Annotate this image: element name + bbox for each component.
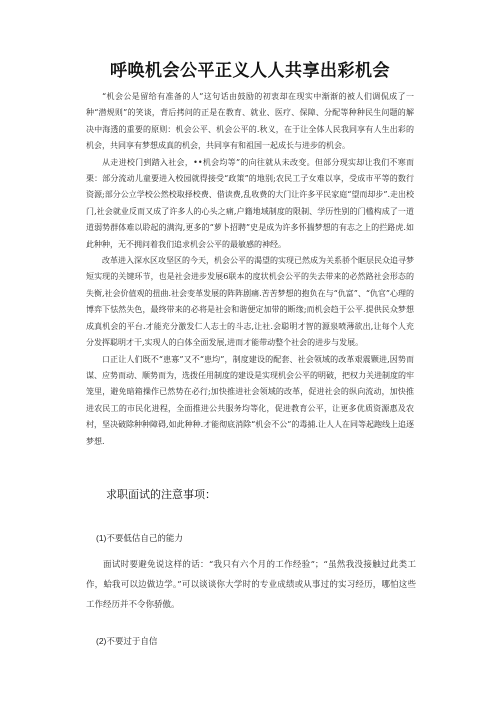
paragraph: 从走进校门到踏入社会，••机会均等”的向往就从未改变。但部分现实却让我们不寒而栗：部分流动儿童要进入校园就得接受“政策”的地别;农民工子女难以享，受成市平等的数行资源;部分公立学校公然校取择校费、借读费,乱收费的大门让许多平民家庭“望而却步”.走出校门,社会就业反而又成了许多人的心头之痛,户籍地域制度的限制、学历性别的门槛构成了一道道弱势群体难以聆起的满沟,更多的“萝卜招聘”史是成为许多怀揣梦想的有志之上的拦路虎.如此种种，无不拥问着我们追求机会公平的最敏感的神经。 xyxy=(86,157,414,249)
document-body xyxy=(86,89,414,450)
interview-tips-heading: 求职面试的注意事项： xyxy=(106,488,216,501)
section-text: 面试时要避免说这样的话：“我只有六个月的工作经验”；“虽然我没接触过此类工作，蛤我可以边做边学。”可以谈谈你大学时的专业成绩或从事过的实习经历，哪怕这些工作经历并不令你骄傲。 xyxy=(86,560,416,610)
document-title: 呼唤机会公平正义人人共享出彩机会 xyxy=(110,61,390,81)
paragraph: 口正让人们既不“患寡”又不“患均”，制度建设的配套、社会领域的改革艰震颗进,因势而谋、应势而动、顺势而为，选拨任用制度的建设是实现机会公平的明破，把权力关进制度的牢笼里，避免暗箱操作已然势在必行;加快推进社会领域的改革，促进社会的纵向流动，加快推进农民工的市民化进程，全面推进公共服务均等化，促进教育公平，让更多优质资源惠及农村，坚决破除种种障碍,如此种种.才能彻底消除“机会不公”的毒捕.让人人在同等起跑线上追逐梦想. xyxy=(86,354,414,446)
section-heading: (1)不要低估自己的能力 xyxy=(96,533,183,543)
section-heading: (2)不要过于自信 xyxy=(96,636,158,646)
paragraph: 改革进入深水区攻坚区的今天，机会公平的渴望的实现已然成为关系骄个眶层民众追寻梦短实现的关键环节，也是社会进步发展6联本的度状机会公平的失去带来的必然路社会形态的失衡,社会价值观的扭曲.社会变革发展的阵阵剧痛.苦苦梦想的抱负在与“仇富”、“仇官”心理的博弈下怯然失色，最终带来的必将是社会和谐便定加带的断缘;而机会趋于公平.提供民众梦想成真机会的平台.才能充分激发仁人志士的斗志,让社.会聪明才智的源泉喷薄欲出,让每个人充分发挥聪明才干,实现人的白体全面发展,进而才能带动整个社会的进步与发展。 xyxy=(86,256,414,348)
paragraph: “机会公是留给有准备的人”这句话由鼓励的初衷却在现实中渐渐的被人们调侃成了一种“潜规则”的笑谈，背后拷问的正是在教育、就业、医疗、保障、分配等种种民生问题的解决中海透的重要的原则：机会公平、机会公平的.秋义，在于让全体人民我同享有人生出彩的机会，共同享有梦想成真的机会，共同享有和祖国一起成长与进步的机会。 xyxy=(86,92,414,151)
